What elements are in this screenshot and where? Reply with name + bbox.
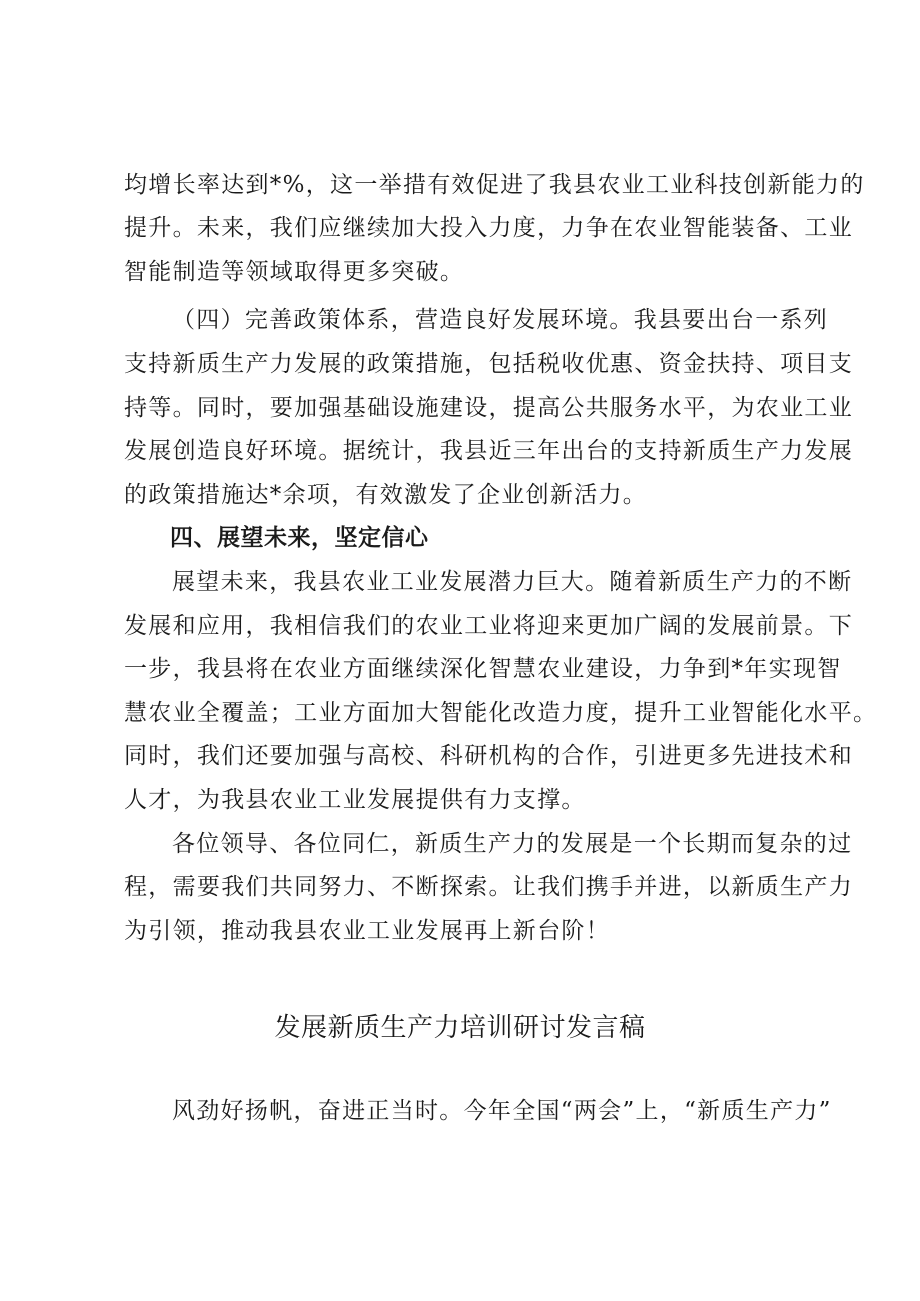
- paragraph-line: 支持新质生产力发展的政策措施，包括税收优惠、资金扶持、项目支: [124, 351, 853, 377]
- paragraph-line: （四）完善政策体系，营造良好发展环境。我县要出台一系列: [172, 307, 829, 333]
- paragraph-line: 智能制造等领域取得更多突破。: [124, 259, 465, 285]
- paragraph-line: 持等。同时，要加强基础设施建设，提高公共服务水平，为农业工业: [124, 395, 853, 421]
- paragraph-line: 的政策措施达*余项，有效激发了企业创新活力。: [124, 482, 648, 508]
- paragraph-line: 同时，我们还要加强与高校、科研机构的合作，引进更多先进技术和: [124, 743, 853, 769]
- section-heading: 四、展望未来，坚定信心: [170, 525, 429, 551]
- paragraph-line: 慧农业全覆盖；工业方面加大智能化改造力度，提升工业智能化水平。: [124, 700, 878, 726]
- paragraph-line: 展望未来，我县农业工业发展潜力巨大。随着新质生产力的不断: [172, 569, 853, 595]
- paragraph-line: 风劲好扬帆，奋进正当时。今年全国“两会”上，“新质生产力”: [172, 1098, 832, 1124]
- paragraph-line: 均增长率达到*%，这一举措有效促进了我县农业工业科技创新能力的: [124, 172, 865, 198]
- paragraph-line: 为引领，推动我县农业工业发展再上新台阶！: [124, 918, 610, 944]
- paragraph-line: 发展创造良好环境。据统计，我县近三年出台的支持新质生产力发展: [124, 438, 853, 464]
- document-title: 发展新质生产力培训研讨发言稿: [274, 1013, 646, 1043]
- paragraph-line: 各位领导、各位同仁，新质生产力的发展是一个长期而复杂的过: [172, 831, 853, 857]
- paragraph-line: 提升。未来，我们应继续加大投入力度，力争在农业智能装备、工业: [124, 215, 853, 241]
- paragraph-line: 人才，为我县农业工业发展提供有力支撑。: [124, 787, 586, 813]
- paragraph-line: 一步，我县将在农业方面继续深化智慧农业建设，力争到*年实现智: [124, 656, 842, 682]
- paragraph-line: 程，需要我们共同努力、不断探索。让我们携手并进，以新质生产力: [124, 874, 853, 900]
- paragraph-line: 发展和应用，我相信我们的农业工业将迎来更加广阔的发展前景。下: [124, 613, 853, 639]
